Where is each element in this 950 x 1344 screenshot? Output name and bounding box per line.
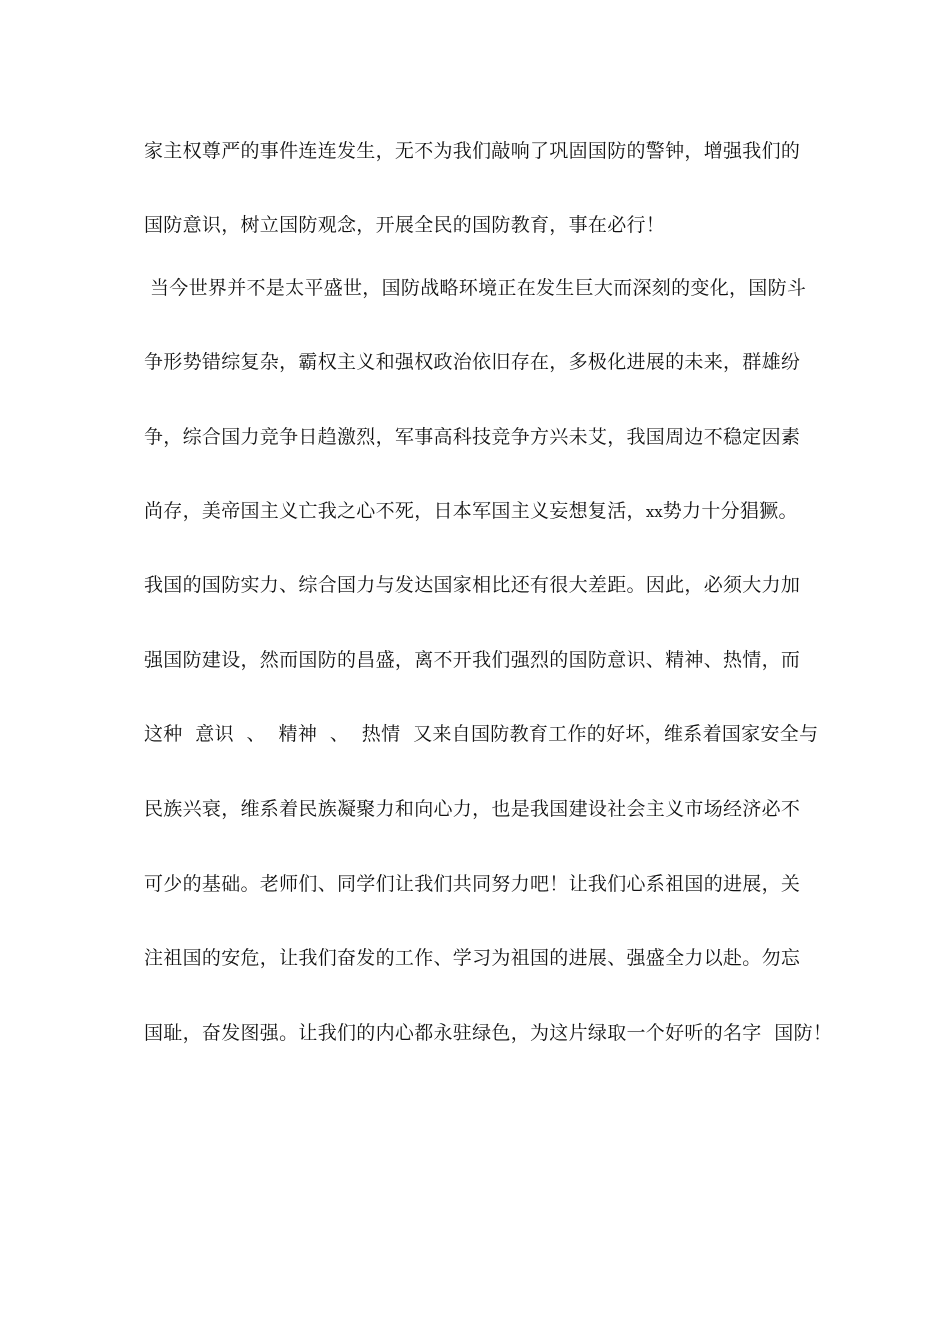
paragraph-line: 家主权尊严的事件连连发生，无不为我们敲响了巩固国防的警钟，增强我们的 (144, 140, 801, 162)
paragraph-line (144, 499, 798, 524)
paragraph-line: 这种 意识 、 精神 、 热情 又来自国防教育工作的好坏，维系着国家安全与 (144, 723, 819, 745)
paragraph-line: 民族兴衰，维系着民族凝聚力和向心力，也是我国建设社会主义市场经济必不 (144, 798, 801, 820)
redacted-xx: xx (645, 503, 663, 521)
paragraph-line: 国防意识，树立国防观念，开展全民的国防教育，事在必行！ (144, 214, 666, 236)
line-text-before: 尚存，美帝国主义亡我之心不死，日本军国主义妄想复活， (144, 500, 646, 522)
paragraph-line: 可少的基础。老师们、同学们让我们共同努力吧！让我们心系祖国的进展，关 (144, 873, 801, 895)
paragraph-line: 注祖国的安危，让我们奋发的工作、学习为祖国的进展、强盛全力以赴。勿忘 (144, 947, 801, 969)
paragraph-line: 争，综合国力竞争日趋激烈，军事高科技竞争方兴未艾，我国周边不稳定因素 (144, 426, 801, 448)
paragraph-line: 我国的国防实力、综合国力与发达国家相比还有很大差距。因此，必须大力加 (144, 574, 801, 596)
line-text-after: 势力十分猖獗。 (662, 500, 798, 522)
paragraph-line: 强国防建设，然而国防的昌盛，离不开我们强烈的国防意识、精神、热情，而 (144, 649, 801, 671)
paragraph-line: 当今世界并不是太平盛世，国防战略环境正在发生巨大而深刻的变化，国防斗 (150, 277, 807, 299)
paragraph-line: 国耻，奋发图强。让我们的内心都永驻绿色，为这片绿取一个好听的名字 国防！ (144, 1022, 833, 1044)
paragraph-line: 争形势错综复杂，霸权主义和强权政治依旧存在，多极化进展的未来，群雄纷 (144, 351, 801, 373)
